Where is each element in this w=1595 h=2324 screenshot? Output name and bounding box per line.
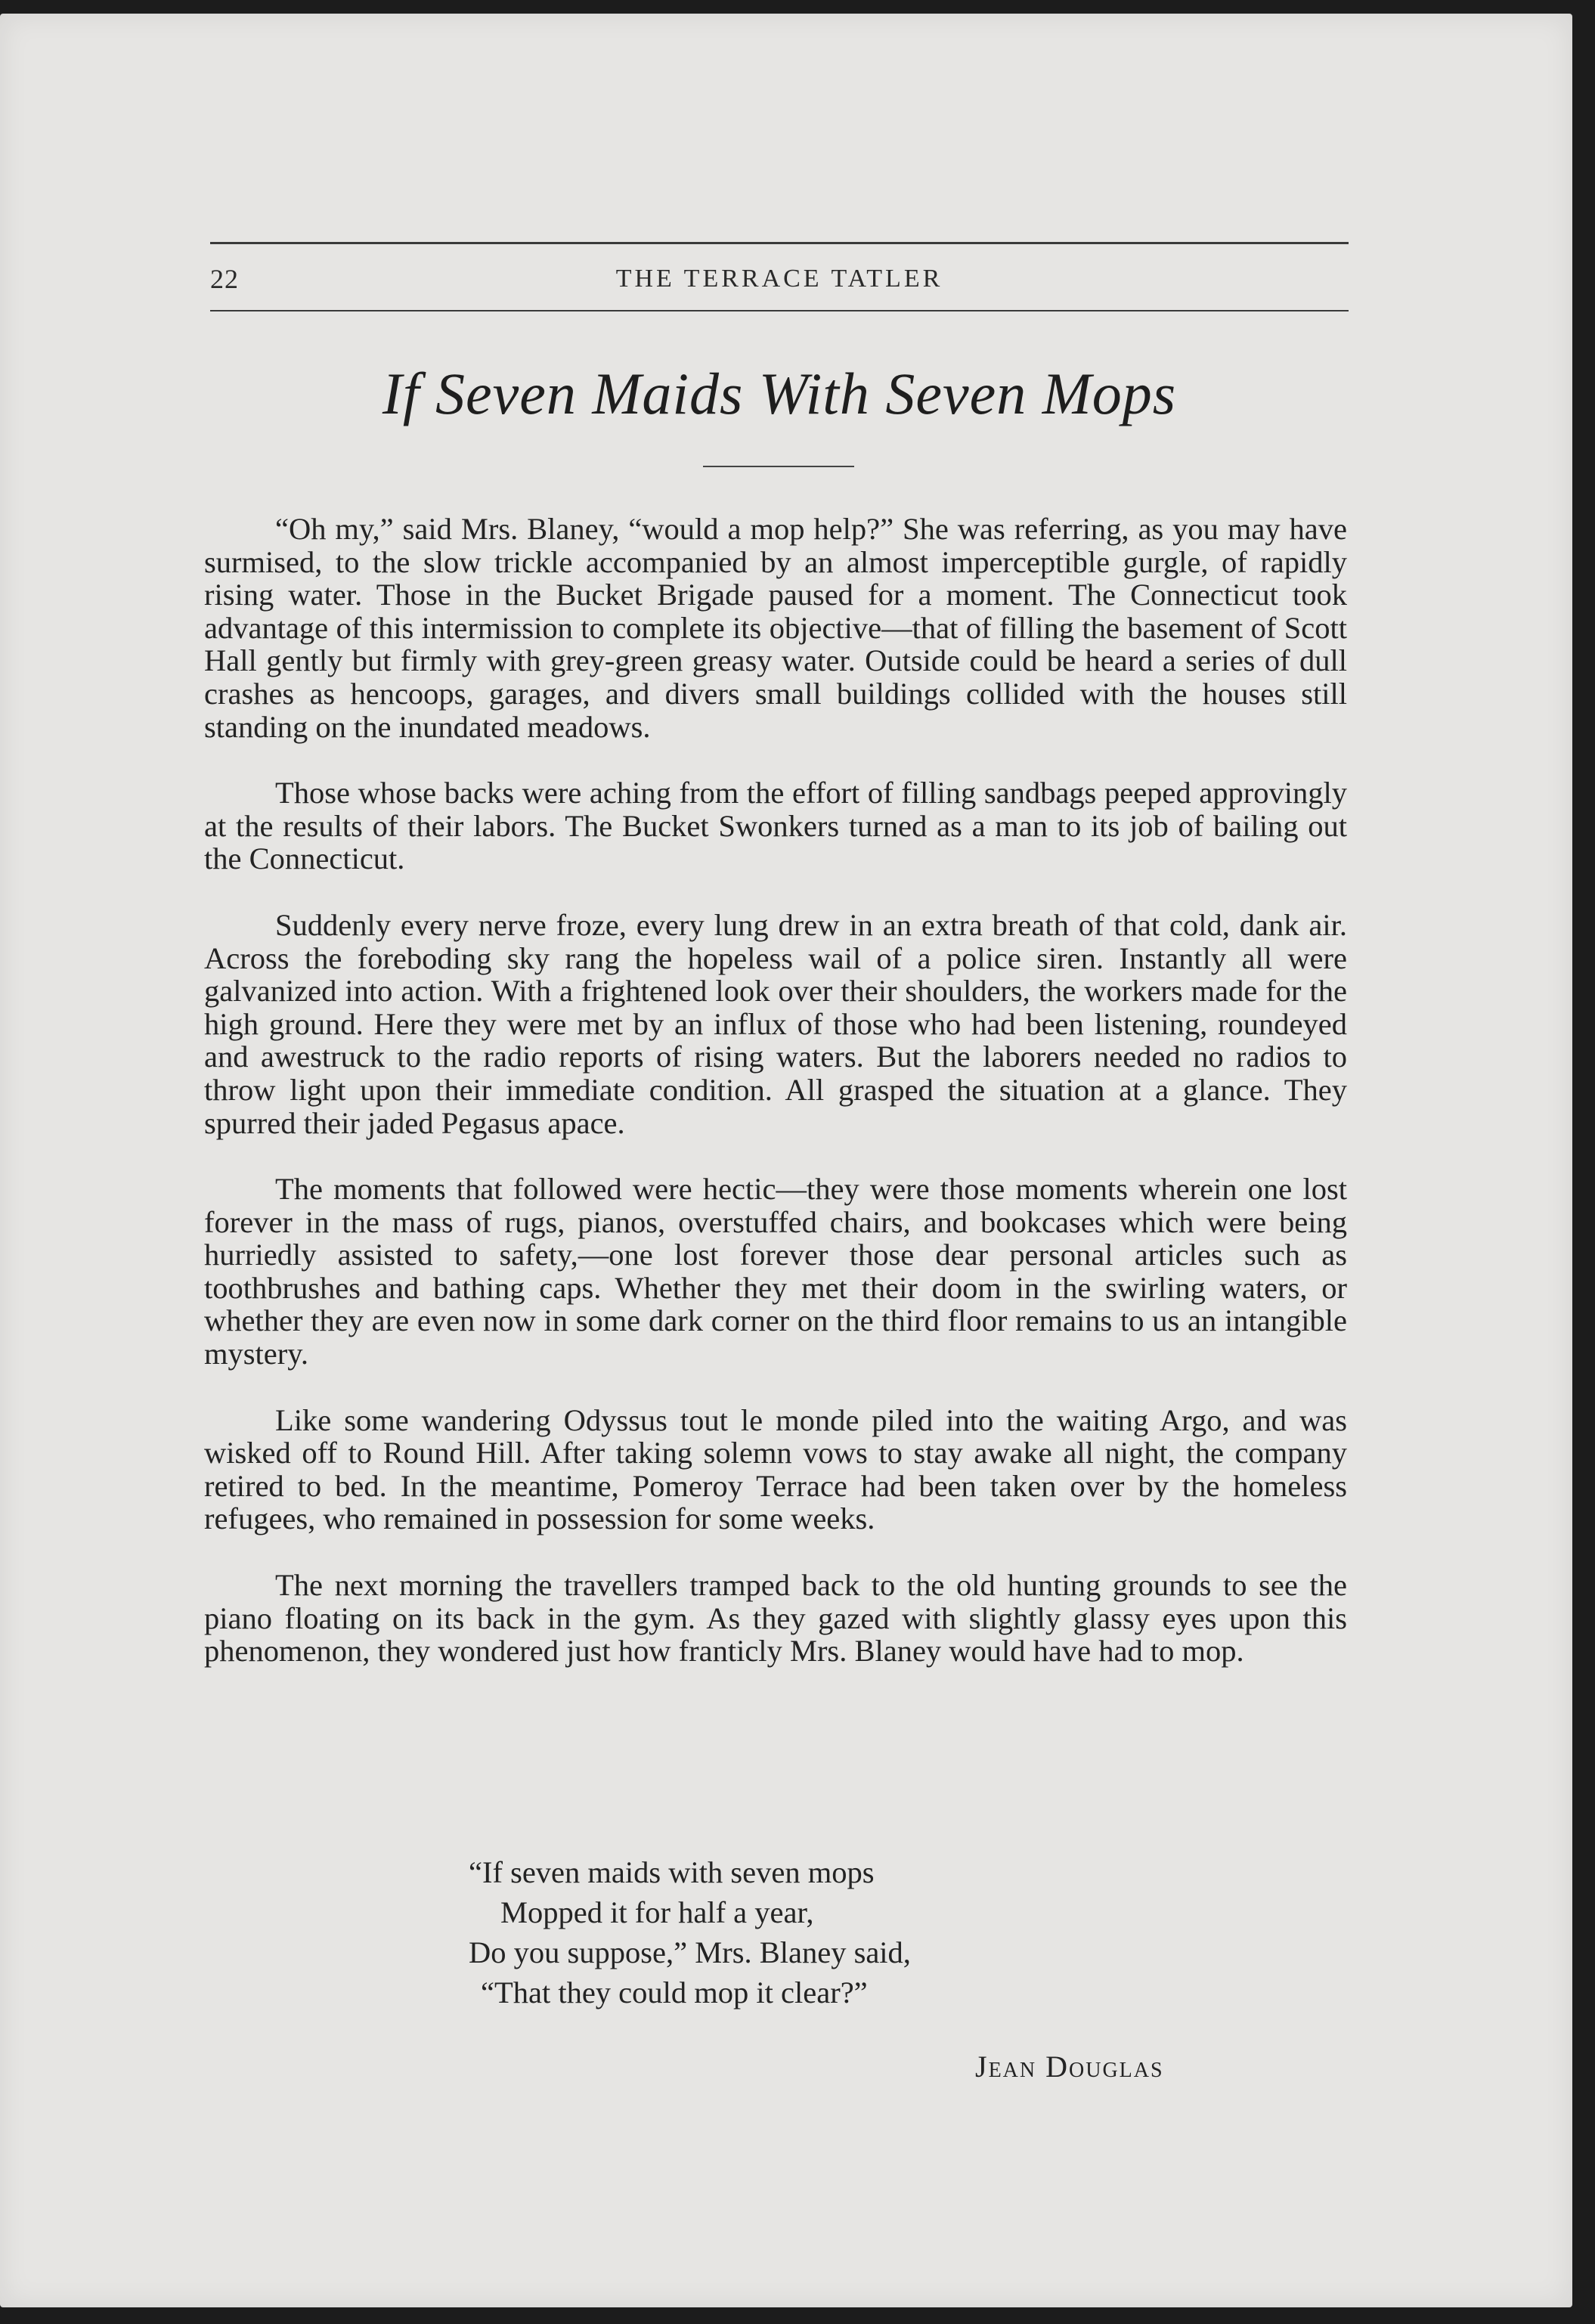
article-title: If Seven Maids With Seven Mops (382, 361, 1177, 426)
verse-line: “If seven maids with seven mops (469, 1855, 875, 1889)
verse-line: Do you suppose,” Mrs. Blaney said, (469, 1935, 911, 1969)
author-byline: Jean Douglas (975, 2050, 1164, 2084)
verse-line: Mopped it for half a year, (500, 1895, 814, 1929)
paragraph: Like some wandering Odyssus tout le monde piled into the waiting Argo, and was wisked off to Round Hill. After taking solemn vows to stay awake all night, the company retired to bed. In the meantime, Pomeroy Terrace had been taken over by the homeless refugees, who remained in possession for some weeks. (204, 1402, 1347, 1536)
header-rule-top (210, 242, 1349, 244)
verse-stanza (469, 1852, 1149, 2013)
title-divider (703, 466, 854, 467)
article-body (204, 513, 1347, 1701)
paragraph: The moments that followed were hectic—they were those moments wherein one lost forever in the mass of rugs, pianos, overstuffed chairs, and bookcases which were being hurriedly assisted to safety,—one lost forever those dear personal articles such as toothbrushes and bathing caps. Whether they met their doom in the swirling waters, or whether they are even now in some dark corner on the third floor remains to us an intangible mystery. (204, 1172, 1347, 1371)
paragraph: Those whose backs were aching from the effort of filling sandbags peeped approvingly at the results of their labors. The Bucket Swonkers turned as a man to its job of bailing out the Connecticut. (204, 776, 1347, 876)
paragraph: The next morning the travellers tramped back to the old hunting grounds to see the piano floating on its back in the gym. As they gazed with slightly glassy eyes upon this phenomenon, they wondered just how franticly Mrs. Blaney would have had to mop. (204, 1568, 1347, 1669)
paragraph: “Oh my,” said Mrs. Blaney, “would a mop help?” She was referring, as you may have surmised, to the slow trickle accompanied by an almost imperceptible gurgle, of rapidly rising water. Those in the Bucket Brigade paused for a moment. The Connecticut took advantage of this intermission to complete its objective—that of filling the basement of Scott Hall gently but firmly with grey-green greasy water. Outside could be heard a series of dull crashes as hencoops, garages, and divers small buildings collided with the houses still standing on the inundated meadows. (204, 512, 1347, 744)
document-page (0, 14, 1572, 2307)
running-header (210, 263, 1349, 302)
verse-line: “That they could mop it clear?” (481, 1975, 868, 2009)
paragraph: Suddenly every nerve froze, every lung drew in an extra breath of that cold, dank air. Across the foreboding sky rang the hopeless wail of a police siren. Instantly all were galvanized into action. With a frightened look over their shoulders, the workers made for the high ground. Here they were met by an influx of those who had been listening, roundeyed and awestruck to the radio reports of rising waters. But the laborers needed no radios to throw light upon their immediate condition. All grasped the situation at a glance. They spurred their jaded Pegasus apace. (204, 907, 1347, 1140)
page-number: 22 (210, 264, 239, 294)
header-rule-bottom (210, 310, 1349, 311)
running-title: THE TERRACE TATLER (615, 265, 943, 293)
